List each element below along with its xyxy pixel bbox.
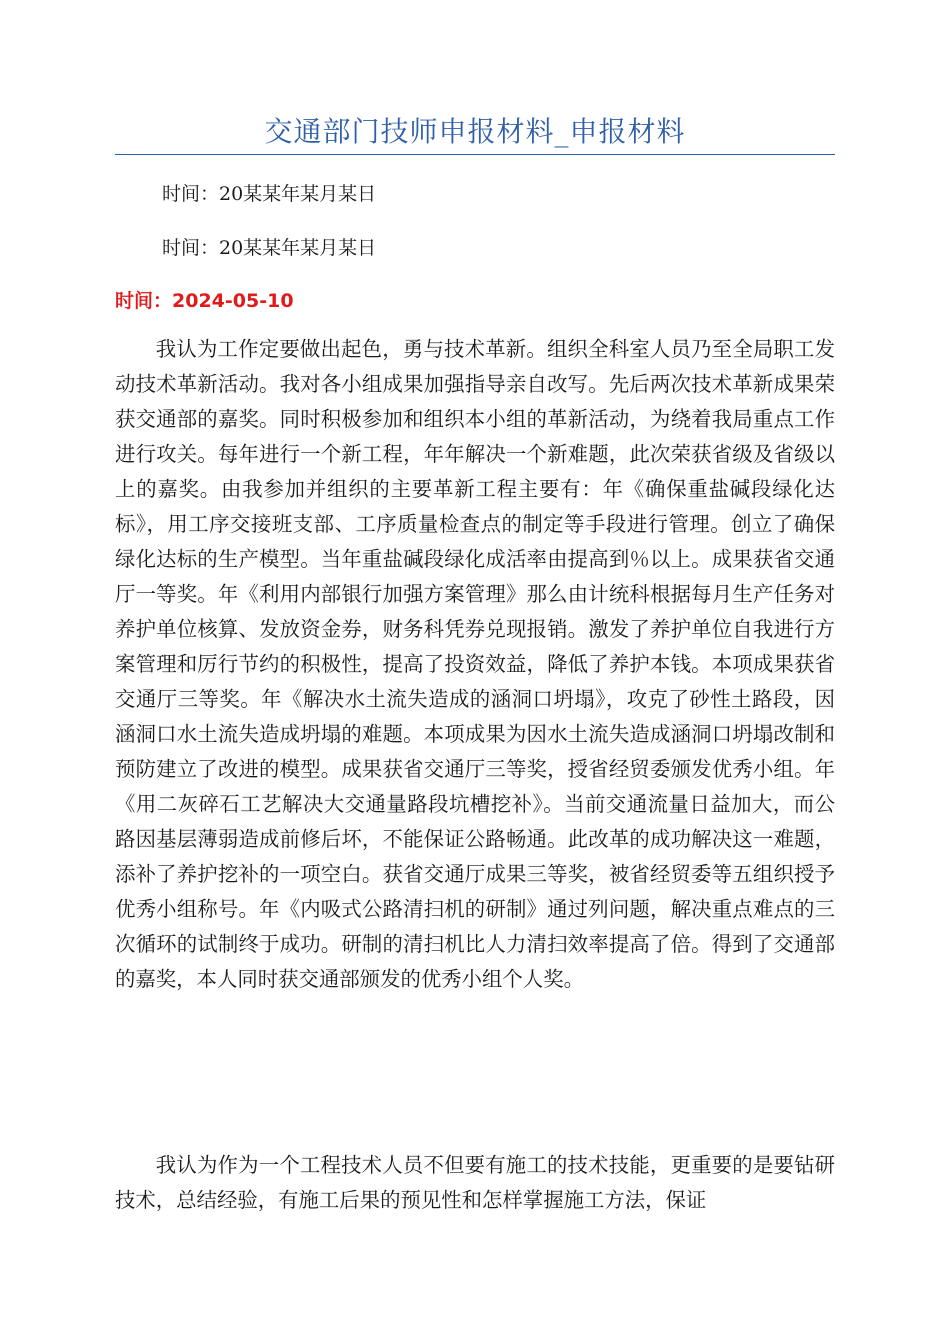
date-line: 时间：2024-05-10 [115,290,294,312]
time-line-1: 时间：20某某年某月某日 [162,183,377,205]
title-underline [115,154,835,155]
body-paragraph-2: 我认为作为一个工程技术人员不但要有施工的技术技能，更重要的是要钻研技术，总结经验，有施工后果的预见性和怎样掌握施工方法，保证 [115,1153,835,1212]
body-paragraph-1: 我认为工作定要做出起色，勇与技术革新。组织全科室人员乃至全局职工发动技术革新活动。我对各小组成果加强指导亲自改写。先后两次技术革新成果荣获交通部的嘉奖。同时积极参加和组织本小组的革新活动，为绕着我局重点工作进行攻关。每年进行一个新工程，年年解决一个新难题，此次荣获省级及省级以上的嘉奖。由我参加并组织的主要革新工程主要有：年《确保重盐碱段绿化达标》，用工序交接班支部、工序质量检查点的制定等手段进行管理。创立了确保绿化达标的生产模型。当年重盐碱段绿化成活率由提高到％以上。成果获省交通厅一等奖。年《利用内部银行加强方案管理》那么由计统科根据每月生产任务对养护单位核算、发放资金券，财务科凭券兑现报销。激发了养护单位自我进行方案管理和厉行节约的积极性，提高了投资效益，降低了养护本钱。本项成果获省交通厅三等奖。年《解决水土流失造成的涵洞口坍塌》，攻克了砂性土路段，因涵洞口水土流失造成坍塌的难题。本项成果为因水土流失造成涵洞口坍塌改制和预防建立了改进的模型。成果获省交通厅三等奖，授省经贸委颁发优秀小组。年《用二灰碎石工艺解决大交通量路段坑槽挖补》。当前交通流量日益加大，而公路因基层薄弱造成前修后坏，不能保证公路畅通。此改革的成功解决这一难题，添补了养护挖补的一项空白。获省交通厅成果三等奖，被省经贸委等五组织授予优秀小组称号。年《内吸式公路清扫机的研制》通过列问题，解决重点难点的三次循环的试制终于成功。研制的清扫机比人力清扫效率提高了倍。得到了交通部的嘉奖，本人同时获交通部颁发的优秀小组个人奖。 [115,337,835,991]
time-line-2: 时间：20某某年某月某日 [162,237,377,259]
document-title: 交通部门技师申报材料_申报材料 [264,115,686,148]
